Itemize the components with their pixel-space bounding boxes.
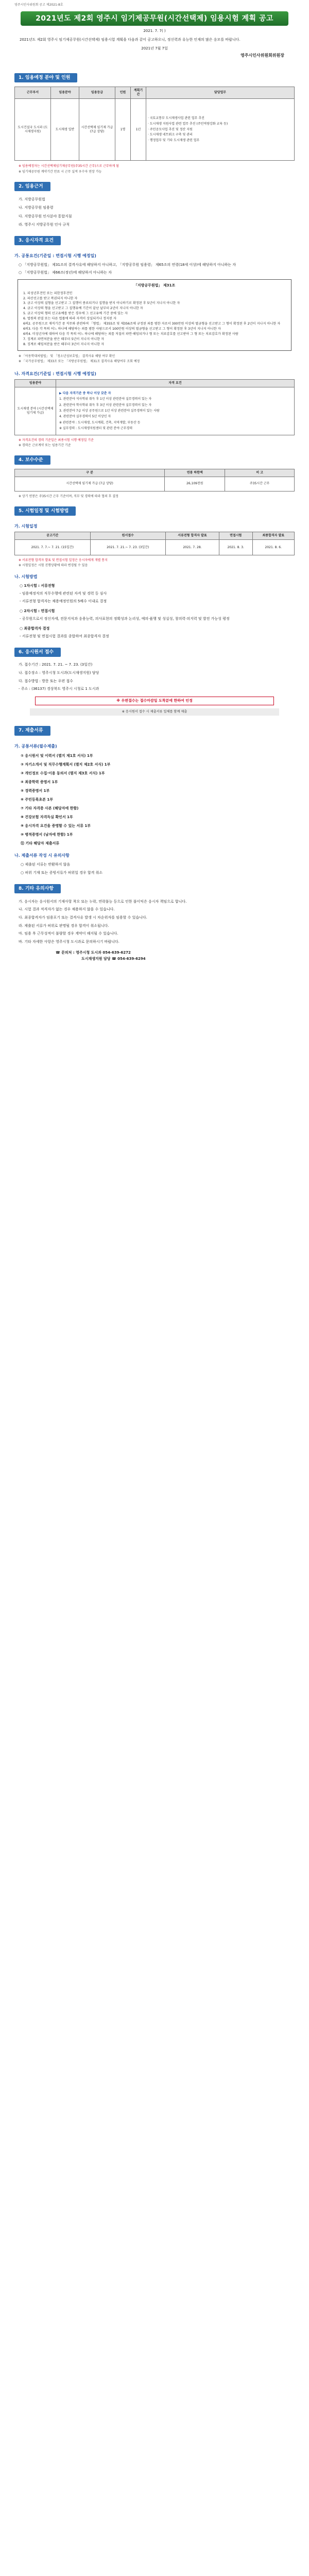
list-item: - 서류전형 및 면접시험 결과를 종합하여 최종합격자 결정 [20, 634, 109, 639]
table-header: 근무부서 [15, 87, 51, 99]
table-cell: · 국토교통부 도시재생사업 관련 업무 추진 · 도시재생 지원사업 관련 업무 추진 (주민역량강화 교육 등) · 주민공모사업 추진 및 정산 지원 · 도시재생 네트워크 구축 및 관리 · 행정업무 및 기타 도시재생 관련 업무 [146, 99, 295, 161]
section-5-title: 5. 시험일정 및 시험방법 [14, 506, 76, 516]
sub-title: 가. 시험일정 [14, 524, 38, 529]
table-cell: 주35시간 근무 [225, 477, 295, 491]
notice-banner: ※ 응시원서 접수 시 제출서류 일체를 함께 제출 [30, 708, 279, 716]
table-header: 최종합격자 발표 [252, 532, 294, 540]
list-item: - 공무원으로서 정신자세, 전문지식과 응용능력, 의사표현의 정확성과 논리성, 예의·품행 및 성실성, 창의력·의지력 및 발전 가능성 평정 [20, 617, 230, 621]
list-item: 바. 기타 자세한 사항은 영주시청 도시과로 문의하시기 바랍니다. [19, 939, 119, 944]
list-item: ⑧ 건강보험 자격득실 확인서 1부 [21, 815, 73, 820]
list-item: ⑩ 병적증명서 (남자에 한함) 1부 [21, 833, 73, 837]
list-item: ③ 개인정보 수집·이용 동의서 (별지 제3호 서식) 1부 [21, 771, 105, 775]
list-item: 6의3. 다음 각 목의 어느 하나에 해당하는 죄를 범한 사람으로서 100만원 이상의 벌금형을 선고받고 그 형이 확정된 후 3년이 지나지 아니한 자 [23, 327, 221, 331]
table-header: 인원 [115, 87, 131, 99]
sub-title: 가. 공통요건(기준일 : 면접시험 시행 예정일) [14, 253, 96, 259]
page-title: 2021년도 제2회 영주시 임기제공무원(시간선택제) 임용시험 계획 공고 [21, 11, 288, 26]
list-item: 4. 금고 이상의 형을 선고받고 그 집행유예 기간이 끝난 날부터 2년이 지나지 아니한 자 [23, 307, 143, 311]
schedule-table [14, 532, 295, 555]
note: ※ 자격요건의 경력 기준일은 최종시험 시행 예정일 기준 [19, 438, 94, 442]
table-cell: 시간선택제 임기제 가급 (7급 상당) [79, 99, 115, 161]
salary-table [14, 469, 295, 492]
table-cell: 2021. 7. 21.~ 7. 23. (3일간) [90, 540, 166, 555]
contact-info: ☎ 문의처 : 영주시청 도시과 054-639-6272 [56, 951, 131, 955]
note: ※ 「아동학대처벌법」 및 「청소년성보호법」 결격사유 해당 여부 확인 [19, 354, 115, 358]
list-item: ⑥ 주민등록초본 1부 [21, 797, 54, 802]
table-cell: 26,109천원 [165, 477, 225, 491]
table-cell: 도시재생 일반 [51, 99, 79, 161]
qualification-table [14, 379, 295, 435]
list-item: ○ 허위 기재 또는 증빙서류가 허위일 경우 합격 취소 [21, 870, 103, 875]
table-cell: 1년 [131, 99, 146, 161]
table-header: 임용분야 [51, 87, 79, 99]
table-header: 비 고 [225, 469, 295, 477]
list-item: - 임용예정직의 직무수행에 관련된 자격 및 경력 등 심사 [20, 591, 107, 596]
table-header: 원서접수 [90, 532, 166, 540]
sub-title: 나. 제출서류 작성 시 유의사항 [14, 853, 70, 858]
section-4-title: 4. 보수수준 [14, 455, 50, 465]
table-cell: 시간선택제 임기제 가급 (7급 상당) [15, 477, 165, 491]
box-title: 「지방공무원법」 제31조 [133, 283, 176, 288]
table-cell: 2021. 7. 28. [166, 540, 219, 555]
note: ※ 임기제공무원 계약기간 만료 시 근무 실적 우수자 연장 가능 [19, 170, 102, 174]
list-item: ② 자기소개서 및 직무수행계획서 (별지 제2호 서식) 1부 [21, 762, 111, 767]
list-item: ④ 최종학력 증명서 1부 [21, 779, 58, 784]
table-cell: 2021. 7. 7.~ 7. 21. (15일간) [15, 540, 91, 555]
table-header: 서류전형 합격자 발표 [166, 532, 219, 540]
section-3-title: 3. 응시자격 요건 [14, 236, 61, 245]
note: ※ 시험일정은 시험 진행상황에 따라 변경될 수 있음 [19, 564, 88, 568]
title-date: 2021. 7. 7( ) [143, 29, 166, 33]
list-item: 6. 법원의 판결 또는 다른 법률에 따라 자격이 상실되거나 정지된 자 [23, 317, 116, 321]
list-item: 마. 임용 후 근무성적이 불량할 경우 계약이 해지될 수 있습니다. [19, 931, 118, 936]
note: ※ 「국가공무원법」 제33조 또는 「지방공무원법」 제31조 결격사유 해당여부 조회 예정 [19, 359, 140, 363]
list-item: ○ 최종합격자 결정 [20, 626, 50, 631]
list-item: 6의2. 공무원으로 재직기간 중 직무와 관련하여 「형법」 제355조 및 제356조에 규정된 죄를 범한 자로서 300만원 이상의 벌금형을 선고받고 그 형이 확정된 후 2년이 지나지 아니한 자 [23, 322, 281, 326]
list-item: 나. 시험 결과 적격자가 없는 경우 채용하지 않을 수 있습니다. [19, 907, 115, 912]
intro-text: 2021년도 제2회 영주시 임기제공무원(시간선택제) 임용시험 계획을 다음과 같이 공고하오니, 정신력과 유능한 인재의 많은 응모를 바랍니다. [20, 38, 241, 42]
list-item: ⑪ 기타 해당자 제출서류 [21, 841, 60, 846]
notice-banner: ※ 우편접수는 접수마감일 도착분에 한하여 인정 [35, 697, 274, 705]
list-item: 라. 제출된 서류가 허위로 판명될 경우 합격이 취소됩니다. [19, 923, 109, 928]
table-header: 계획기간 [131, 87, 146, 99]
list-item: ⑨ 응시자격 요건을 증명할 수 있는 서류 1부 [21, 824, 91, 828]
list-item: 6의4. 미성년자에 대하여 다음 각 목의 어느 하나에 해당하는 죄를 저질러 파면·해임되거나 형 또는 치료감호를 선고받아 그 형 또는 치료감호가 확정된 사람 [23, 332, 238, 336]
table-header: 담당업무 [146, 87, 295, 99]
list-item: - 주소 : (36137) 경상북도 영주시 시청로 1 도시과 [19, 687, 99, 691]
list-item: 다. 최종합격자가 임용포기 또는 결격사유 발생 시 차순위자를 임용할 수 있습니다. [19, 915, 147, 920]
list-item: 1. 피성년후견인 또는 피한정후견인 [23, 291, 73, 295]
list-item: ○ 2차시험 : 면접시험 [20, 609, 55, 614]
list-item: 5. 금고 이상의 형의 선고유예를 받은 경우에 그 선고유예 기간 중에 있는 자 [23, 312, 128, 316]
list-item: ▶ 다음 자격기준 중 하나 이상 갖춘 자 [59, 391, 111, 395]
intro-date: 2021년 7월 7일 [141, 46, 168, 50]
list-item: 1. 관련분야 석사학위 취득 후 1년 이상 관련분야 실무경력이 있는 자 [59, 397, 152, 401]
section-7-title: 7. 제출서류 [14, 726, 50, 735]
org-name: 영주시인사위원회위원장 [240, 53, 284, 58]
list-item: ※ 실무경력 : 도시재생지원센터 및 관련 분야 근무경력 [59, 427, 133, 431]
notice-number: 영주시인사위원회 공고 제2021-8호 [14, 3, 63, 7]
table-header: 면접시험 [219, 532, 252, 540]
list-item: 나. 접수장소 : 영주시청 도시과(도시재생지원) 담당 [19, 670, 99, 675]
list-item: ○ 1차시험 : 서류전형 [20, 584, 55, 588]
list-item: 2. 관련분야 학사학위 취득 후 3년 이상 관련분야 실무경력이 있는 자 [59, 403, 152, 407]
table-cell: 도시건설국 도시과 (도시재생지원) [15, 99, 51, 161]
section-8-title: 8. 기타 유의사항 [14, 884, 61, 893]
law-box [18, 279, 291, 350]
list-item: 7. 징계로 파면처분을 받은 때부터 5년이 지나지 아니한 자 [23, 337, 105, 341]
list-item: 다. 지방공무원 인사분야 통합지침 [19, 214, 72, 218]
note: ※ 상기 연봉은 주35시간 근무 기준이며, 직무 및 경력에 따라 협의 후 결정 [19, 494, 118, 498]
table-header: 임용분야 [15, 379, 56, 387]
sub-title: 가. 공통서류(필수제출) [14, 743, 57, 749]
table-cell: 도시재생 분야 (시간선택제 임기제 가급) [15, 387, 56, 435]
list-item: ○ 제출된 서류는 반환하지 않음 [21, 862, 71, 867]
list-item: - 서류전형 합격자는 채용예정인원의 5배수 이내로 결정 [20, 599, 107, 604]
list-item: 가. 접수기간 : 2021. 7. 21. ~ 7. 23. (3일간) [19, 663, 93, 667]
list-item: ○ 「지방공무원법」 제66조(정년)에 해당하지 아니하는 자 [19, 270, 112, 275]
table-cell: 2021. 8. 6. [252, 540, 294, 555]
list-item: 3. 관련분야 7급 이상 공무원으로 1년 이상 관련분야 실무경력이 있는 사람 [59, 409, 160, 413]
list-item: 라. 영주시 지방공무원 인사 규칙 [19, 223, 70, 227]
table-header: 구 분 [15, 469, 165, 477]
note: ※ 서류전형 합격자 발표 및 면접시험 일정은 응시자에게 개별 통지 [19, 558, 108, 563]
sub-title: 나. 자격요건(기준일 : 면접시험 시행 예정일) [14, 371, 96, 376]
list-item: 다. 접수방법 : 방문 또는 우편 접수 [19, 679, 73, 683]
section-1-title: 1. 임용예정 분야 및 인원 [14, 73, 77, 82]
note: ※ 임용예정자는 시간선택제임기제공무원(주35시간 근무)으로 근무하게 됨 [19, 164, 119, 168]
table-header: 임용등급 [79, 87, 115, 99]
list-item: 2. 파산선고를 받고 복권되지 아니한 자 [23, 296, 78, 300]
sub-title: 나. 시험방법 [14, 574, 38, 580]
recruit-table [14, 87, 295, 161]
list-item: ※ 관련분야 : 도시재생, 도시계획, 건축, 지역개발, 부동산 등 [59, 420, 141, 425]
table-header: 자격 요건 [56, 379, 295, 387]
contact-info: 도시재생지원 담당 ☎ 054-639-6294 [81, 956, 146, 961]
list-item: 3. 금고 이상의 실형을 선고받고 그 집행이 종료되거나 집행을 받지 아니하기로 확정된 후 5년이 지나지 아니한 자 [23, 301, 180, 306]
list-item: ⑤ 경력증명서 1부 [21, 788, 50, 793]
list-item: ① 응시원서 및 이력서 (별지 제1호 서식) 1부 [21, 753, 93, 758]
list-item: ○ 「지방공무원법」 제31조의 결격사유에 해당하지 아니하고, 「지방공무원 임용령」 제65조의 연령(18세 이상)에 해당하지 아니하는 자 [19, 263, 236, 267]
list-item: 4. 관련분야 실무경력이 5년 이상인 자 [59, 415, 111, 419]
table-header: 공고기간 [15, 532, 91, 540]
list-item: 8. 징계로 해임처분을 받은 때부터 3년이 지나지 아니한 자 [23, 342, 105, 346]
table-header: 연봉 하한액 [165, 469, 225, 477]
note: ※ 경력은 근로계약 또는 임용기간 기준 [19, 443, 71, 447]
list-item: 나. 지방공무원 임용령 [19, 206, 54, 210]
list-item: ⑦ 기타 자격증 사본 (해당자에 한함) [21, 806, 79, 810]
table-cell: 2021. 8. 3. [219, 540, 252, 555]
list-item: 가. 지방공무원법 [19, 197, 45, 201]
section-6-title: 6. 응시원서 접수 [14, 648, 61, 657]
list-item: 가. 응시자는 응시원서의 기재사항 착오 또는 누락, 연락불능 등으로 인한 불이익은 응시자 책임으로 합니다. [19, 899, 187, 904]
table-cell: 1명 [115, 99, 131, 161]
section-2-title: 2. 임용근거 [14, 182, 50, 191]
